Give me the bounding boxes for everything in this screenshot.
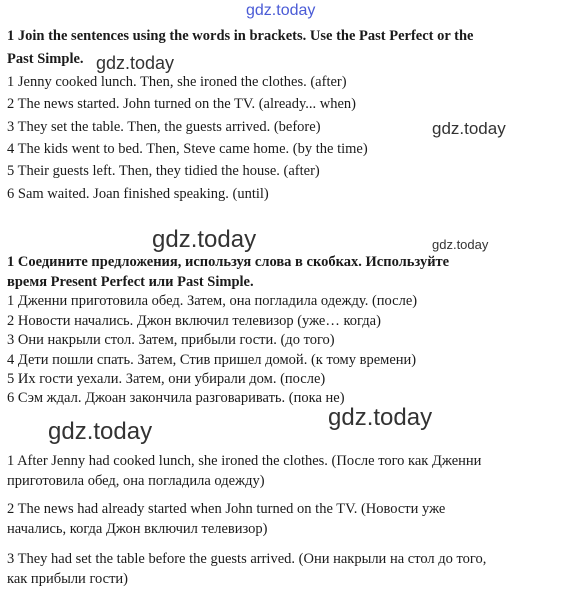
exercise-item-ru: 3 Они накрыли стол. Затем, прибыли гости. (до того) — [7, 332, 335, 348]
exercise-item-en: 4 The kids went to bed. Then, Steve came home. (by the time) — [7, 141, 368, 157]
answer-line: 3 They had set the table before the guests arrived. (Они накрыли на стол до того, — [7, 551, 487, 567]
watermark: gdz.today — [432, 119, 506, 138]
exercise-item-ru: 2 Новости начались. Джон включил телевизор (уже… когда) — [7, 313, 381, 329]
exercise-item-ru: 1 Дженни приготовила обед. Затем, она погладила одежду. (после) — [7, 293, 418, 309]
watermark: gdz.today — [328, 404, 433, 431]
answer-line: начались, когда Джон включил телевизор) — [7, 521, 268, 537]
exercise-title-ru: 1 Соедините предложения, используя слова в скобках. Используйте — [7, 254, 450, 270]
exercise-item-en: 2 The news started. John turned on the TV. (already... when) — [7, 96, 356, 112]
watermark: gdz.today — [96, 53, 175, 73]
answer-line: 2 The news had already started when John turned on the TV. (Новости уже — [7, 501, 446, 517]
exercise-item-ru: 4 Дети пошли спать. Затем, Стив пришел домой. (к тому времени) — [7, 352, 417, 368]
watermark: gdz.today — [152, 226, 257, 253]
answer-line: как прибыли гости) — [7, 571, 128, 587]
answer-line: приготовила обед, она погладила одежду) — [7, 473, 265, 489]
exercise-item-ru: 5 Их гости уехали. Затем, они убирали дом. (после) — [7, 371, 326, 387]
answer-line: 1 After Jenny had cooked lunch, she ironed the clothes. (После того как Дженни — [7, 453, 482, 469]
exercise-title-en: 1 Join the sentences using the words in brackets. Use the Past Perfect or the — [7, 28, 474, 44]
exercise-title-en-cont: Past Simple. — [7, 51, 84, 67]
exercise-item-en: 5 Their guests left. Then, they tidied the house. (after) — [7, 163, 320, 179]
watermark: gdz.today — [48, 418, 153, 445]
exercise-item-en: 6 Sam waited. Joan finished speaking. (until) — [7, 186, 269, 202]
exercise-item-ru: 6 Сэм ждал. Джоан закончила разговаривать. (пока не) — [7, 390, 345, 406]
exercise-title-ru-cont: время Present Perfect или Past Simple. — [7, 274, 254, 290]
exercise-item-en: 1 Jenny cooked lunch. Then, she ironed the clothes. (after) — [7, 74, 347, 90]
exercise-item-en: 3 They set the table. Then, the guests arrived. (before) — [7, 119, 321, 135]
watermark-top: gdz.today — [246, 2, 316, 19]
watermark: gdz.today — [432, 237, 489, 252]
